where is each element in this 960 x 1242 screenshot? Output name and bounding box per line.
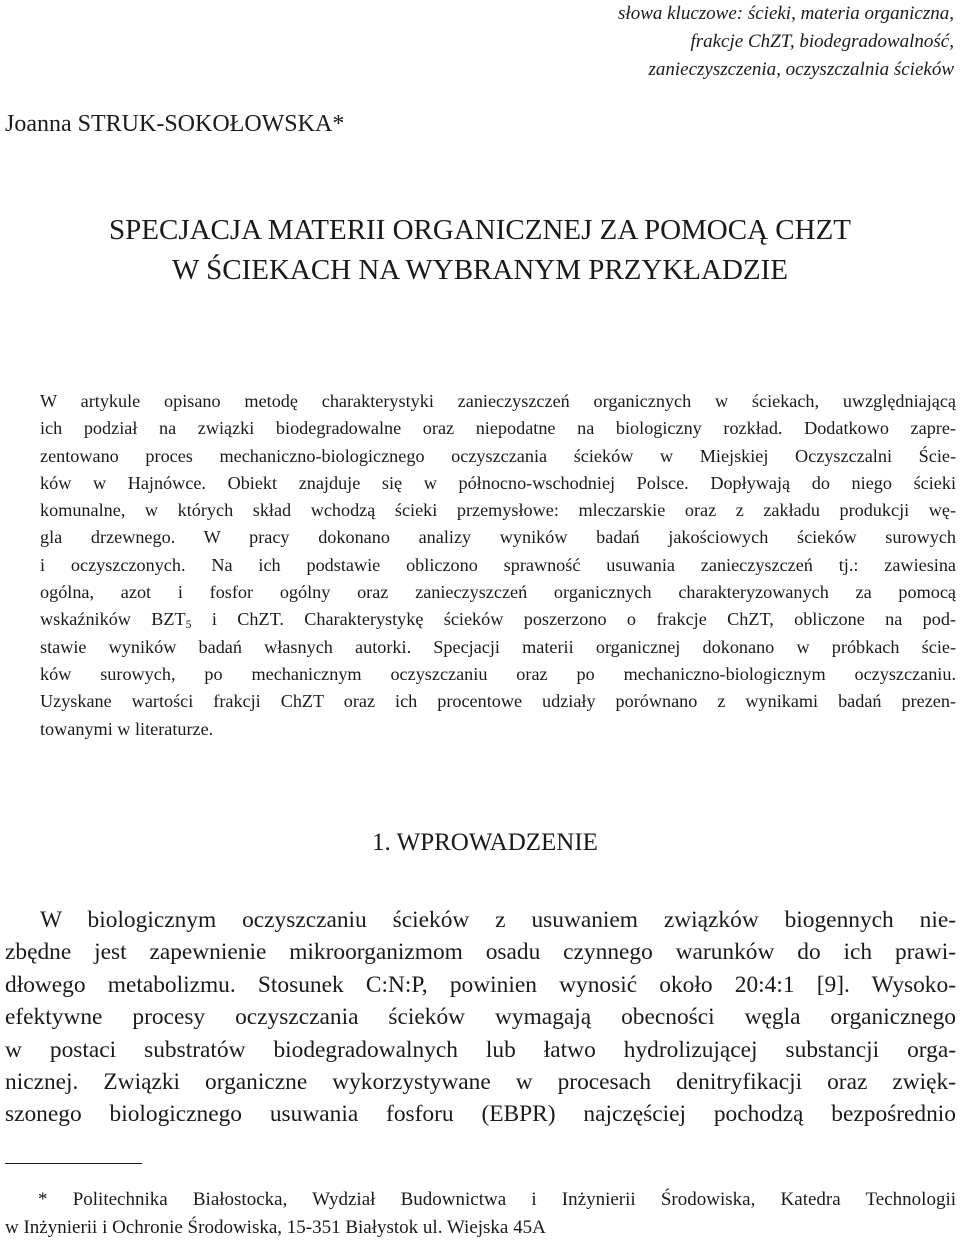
- footnote: [5, 1186, 956, 1242]
- intro-line: zbędne jest zapewnienie mikroorganizmom osadu czynnego warunków do ich prawi-: [5, 939, 956, 966]
- abstract-line: komunalne, w których skład wchodzą ścieki przemysłowe: mleczarskie oraz z zakładu produkcji wę-: [40, 500, 956, 521]
- intro-line: dłowego metabolizmu. Stosunek C:N:P, powinien wynosić około 20:4:1 [9]. Wysoko-: [5, 971, 956, 998]
- abstract-line: ich podział na związki biodegradowalne oraz niepodatne na biologiczny rozkład. Dodatkowo zapre-: [40, 418, 956, 439]
- section-heading: 1. WPROWADZENIE: [372, 829, 598, 856]
- abstract-line: towanymi w literaturze.: [40, 718, 214, 739]
- abstract-line-with-subscript: [40, 606, 956, 633]
- keywords-line: słowa kluczowe: ścieki, materia organiczna,: [618, 3, 954, 24]
- abstract-line: ogólna, azot i fosfor ogólny oraz zanieczyszczeń organicznych charakteryzowanych za pomocą: [40, 582, 956, 603]
- keywords-line: frakcje ChZT, biodegradowalność,: [690, 31, 954, 52]
- abstract: [40, 388, 956, 743]
- title-line: SPECJACJA MATERII ORGANICZNEJ ZA POMOCĄ CHZT: [109, 214, 851, 246]
- abstract-line: zentowano proces mechaniczno-biologicznego oczyszczania ścieków w Miejskiej Oczyszczalni Ście-: [40, 445, 956, 466]
- keywords: [434, 0, 954, 84]
- intro-paragraph: [5, 904, 956, 1131]
- bzt-subscript: 5: [185, 617, 192, 632]
- footnote-divider: [5, 1163, 142, 1164]
- title-line: W ŚCIEKACH NA WYBRANYM PRZYKŁADZIE: [172, 254, 788, 286]
- abstract-line: i oczyszczonych. Na ich podstawie obliczono sprawność usuwania zanieczyszczeń tj.: zawiesina: [40, 554, 956, 575]
- abstract-line: gla drzewnego. W pracy dokonano analizy wyników badań jakościowych ścieków surowych: [40, 527, 956, 548]
- intro-line: szonego biologicznego usuwania fosforu (EBPR) najczęściej pochodzą bezpośrednio: [5, 1101, 956, 1128]
- abstract-line: W artykule opisano metodę charakterystyki zanieczyszczeń organicznych w ściekach, uwzględniającą: [40, 391, 956, 411]
- keywords-line: zanieczyszczenia, oczyszczalnia ścieków: [648, 59, 954, 80]
- intro-line: w postaci substratów biodegradowalnych lub łatwo hydrolizującej substancji orga-: [5, 1036, 956, 1063]
- intro-line: W biologicznym oczyszczaniu ścieków z usuwaniem związków biogennych nie-: [40, 907, 956, 933]
- abstract-line: Uzyskane wartości frakcji ChZT oraz ich procentowe udziały porównano z wynikami badań prezen-: [40, 691, 956, 712]
- intro-line: nicznej. Związki organiczne wykorzystywane w procesach denitryfikacji oraz zwięk-: [5, 1069, 956, 1096]
- abstract-text: i ChZT. Charakterystykę ścieków poszerzono o frakcje ChZT, obliczone na pod-: [191, 609, 956, 630]
- abstract-line: stawie wyników badań własnych autorki. Specjacji materii organicznej dokonano w próbkach ście-: [40, 636, 956, 657]
- abstract-line: ków surowych, po mechanicznym oczyszczaniu oraz po mechaniczno-biologicznym oczyszczaniu.: [40, 663, 956, 684]
- abstract-line: ków w Hajnówce. Obiekt znajduje się w północno-wschodniej Polsce. Dopływają do niego ścieki: [40, 472, 956, 493]
- article-title: [0, 210, 960, 290]
- footnote-line: * Politechnika Białostocka, Wydział Budownictwa i Inżynierii Środowiska, Katedra Technologii: [38, 1189, 956, 1210]
- footnote-line: w Inżynierii i Ochronie Środowiska, 15-351 Białystok ul. Wiejska 45A: [5, 1217, 546, 1238]
- intro-line: efektywne procesy oczyszczania ścieków wymagają obecności węgla organicznego: [5, 1004, 956, 1031]
- abstract-text: wskaźników BZT: [40, 609, 186, 630]
- author-name: Joanna STRUK-SOKOŁOWSKA*: [5, 111, 345, 137]
